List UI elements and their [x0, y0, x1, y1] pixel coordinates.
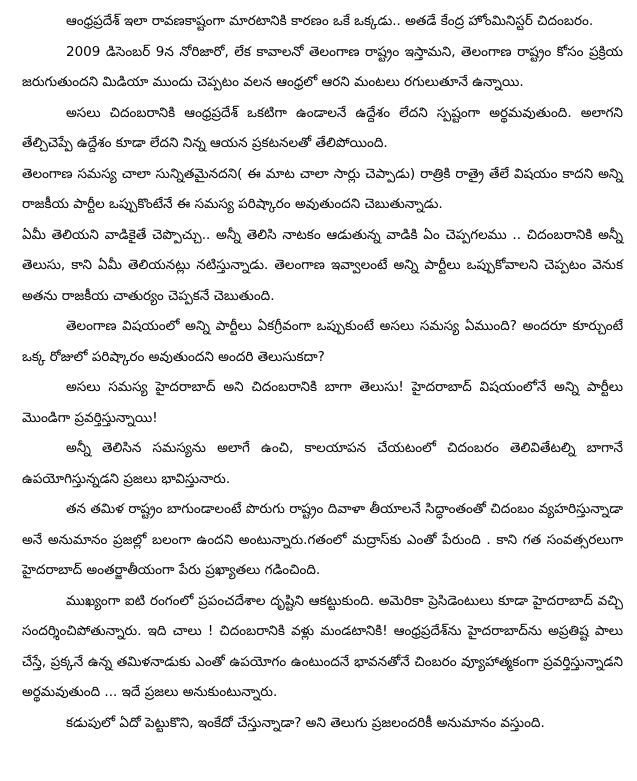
paragraph-chidambaram-reason: ఆంధ్రప్రదేశ్ ఇలా రావణకాష్టంగా మారటానికి కారణం ఒకే ఒక్కడు.. అతడే కేంద్ర హోంమినిస్టర్ చిదంబరం.	[66, 13, 594, 29]
paragraph-tamil-state: తన తమిళ రాష్ట్రం బాగుండాలంటే పొరుగు రాష్ట్రం దివాళా తీయాలనే సిద్ధాంతంతో చిదంబం వ్యహరిస్తున్నాడా అనే అనుమానం ప్రజల్లో బలంగా ఉందని అంటున్నారు.గతంలో మద్రాస్‌కు ఎంతో పేరుంది . కాని గత సంవత్సరలుగా హైదరాబాద్ అంతర్జాతీయంగా పేరు ప్రఖ్యాతలు గడించింది.	[22, 501, 624, 578]
paragraph-it-sector: ముఖ్యంగా ఐటి రంగంలో ప్రపంచదేశాల దృష్టిని ఆకట్టుకుంది. అమెరికా ప్రెసిడెంటులు కూడా హైదరాబాద్ వచ్చి సందర్శించిపోతున్నారు. ఇది చాలు ! చిదంబరానికి వళ్లు మండటానికి! ఆంధ్రప్రదేశ్‌ను హైదరాబాద్‌ను అప్రతిష్ట పాలు చేస్తే, ప్రక్కనే ఉన్న తమిళనాడుకు ఎంతో ఉపయోగం ఉంటుందనే భావనతోనే చింబరం వ్యూహాత్మకంగా ప్రవర్తిస్తున్నాడని అర్థమవుతుంది ... ఇదే ప్రజలు అనుకుంటున్నారు.	[22, 592, 623, 700]
paragraph-sensitive-issue: తెలంగాణ సమస్య చాలా సున్నితమైనదని( ఈ మాట చాలా సార్లు చెప్పాడు) రాత్రికి రాత్రై తేలే విషయం కాదని అన్ని రాజకీయ పార్టీల ఒప్పుకొంటేనే ఈ సమస్య పరిష్కారం అవుతుందని చెబుతున్నాడు.	[22, 165, 623, 212]
paragraph-delay-tactics: అన్నీ తెలిసిన సమస్యను అలాగే ఉంచి, కాలయాపన చేయటంలో చిదంబరం తెలివితేటల్ని బాగానే ఉపయోగిస్తున్నడని ప్రజలు భావిస్తునారు.	[22, 440, 623, 487]
paragraph-december-announcement: 2009 డిసెంబర్ 9న నోరిజారో, లేక కావాలనో తెలంగాణ రాష్ట్రం ఇస్తామని, తెలంగాణ రాష్ట్రం కోసం ప్రక్రియ జరుగుతుందని మిడియా ముందు చెప్పటం వలన ఆంధ్రలో ఆరని మంటలు రగులుతూనే ఉన్నాయి.	[22, 43, 623, 90]
paragraph-hyderabad-issue: అసలు సమస్య హైదరాబాద్ అని చిదంబరానికి బాగా తెలుసు! హైదరాబాద్ విషయంలోనే అన్ని పార్టీలు మొండిగా ప్రవర్తిస్తున్నాయి!	[22, 379, 623, 426]
paragraph-no-intention: అసలు చిదంబరానికి ఆంధ్రప్రదేశ్ ఒకటిగా ఉండాలనే ఉద్దేశం లేదని స్పష్టంగా అర్థమవుతుంది. అలాగని తేల్చిచెప్పే ఉద్దేశం కూడా లేదని నిన్న ఆయన ప్రకటనలతో తేలిపోయింది.	[22, 104, 623, 151]
paragraph-pretending: ఏమీ తెలియని వాడికైతే చెప్పొచ్చు.. అన్నీ తెలిసి నాటకం ఆడుతున్న వాడికి ఏం చెప్పగలము .. చిదంబరానికి అన్నీ తెలుసు, కాని ఏమీ తెలియనట్లు నటిస్తున్నాడు. తెలంగాణ ఇవ్వాలంటే అన్ని పార్టీలు ఒప్పుకోవాలని చెప్పటం వెనుక అతను రాజకీయ చాతుర్యం చెప్పకనే చెబుతుంది.	[22, 226, 623, 304]
paragraph-all-parties: తెలంగాణ విషయంలో అన్ని పార్టీలు ఏకగ్రీవంగా ఒప్పుకుంటే అసలు సమస్య ఏముంది? అందరూ కూర్చుంటే ఒక్క రోజులో పరిష్కారం అవుతుందని అందరి తెలుసుకదా?	[22, 318, 623, 365]
paragraph-doubt: కడుపులో ఏదో పెట్టుకొని, ఇంకేదో చేస్తున్నాడా? అని తెలుగు ప్రజలందరికీ అనుమానం వస్తుంది.	[66, 714, 545, 731]
